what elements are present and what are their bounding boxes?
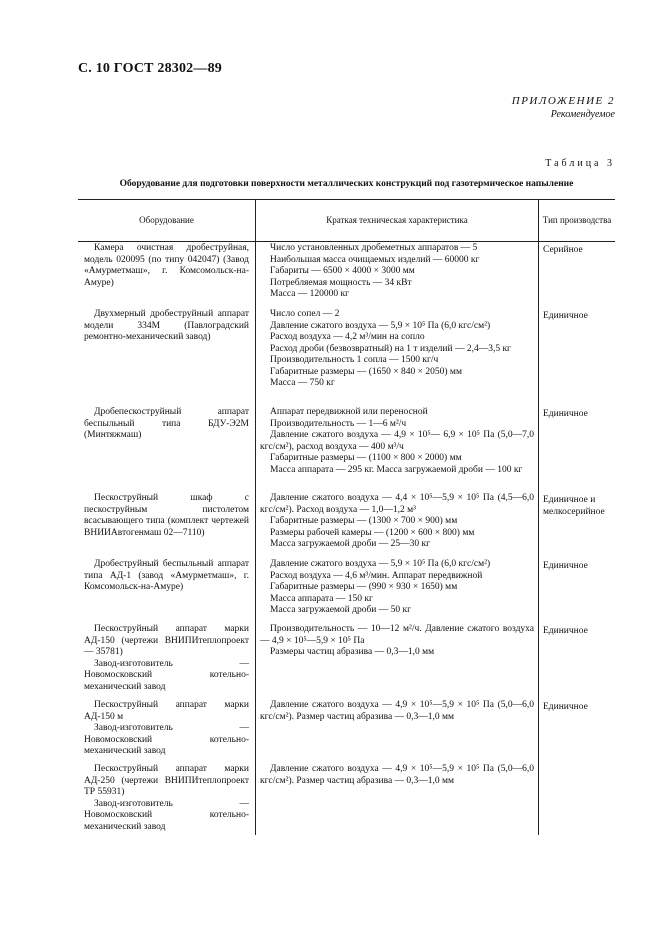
spec-line: Число установленных дробеметных аппаратов — 5 xyxy=(270,243,478,253)
column-header-specs: Краткая техническая характеристика xyxy=(326,214,468,225)
table-row-equipment xyxy=(84,624,249,693)
table-number: Таблица 3 xyxy=(545,158,615,169)
spec-line: Производительность 1 сопла — 1500 кг/ч xyxy=(270,355,439,365)
table-row-specs xyxy=(260,493,534,551)
spec-line: Давление сжатого воздуха — 4,9 × 10⁵—5,9 × 10⁵ Па (5,0—6,0 кгс/см²). Размер частиц абразива — 0,3—1,0 мм xyxy=(260,700,534,722)
production-type: Единичное xyxy=(543,409,588,419)
table-row-specs xyxy=(260,764,534,787)
production-type: Единичное xyxy=(543,311,588,321)
spec-line: Размеры рабочей камеры — (1200 × 600 × 800) мм xyxy=(270,527,475,538)
production-type: Единичное xyxy=(543,702,588,712)
spec-line: Производительность — 10—12 м²/ч. Давление сжатого воздуха — 4,9 × 10⁵—5,9 × 10⁵ Па xyxy=(260,624,534,646)
table-row-specs xyxy=(260,624,534,659)
table-row-specs xyxy=(260,309,534,390)
spec-line: Габаритные размеры — (990 × 930 × 1650) мм xyxy=(270,582,458,592)
spec-line: Размеры частиц абразива — 0,3—1,0 мм xyxy=(270,647,435,657)
table-row-specs xyxy=(260,700,534,723)
production-type: Единичное xyxy=(543,626,588,636)
spec-line: Давление сжатого воздуха — 4,9 × 10⁵—5,9 × 10⁵ Па (5,0—6,0 кгс/см²). Размер частиц абразива — 0,3—1,0 мм xyxy=(260,764,534,786)
column-header-equipment: Оборудование xyxy=(139,214,194,225)
column-divider xyxy=(255,199,256,835)
table-row-equipment xyxy=(84,700,249,758)
spec-line: Наибольшая масса очищаемых изделий — 60000 кг xyxy=(270,254,480,265)
production-type: Серийное xyxy=(543,245,583,255)
equipment-text: Дробеструйный беспыльный аппарат типа АД-1 (завод «Амурметмаш», г. Комсомольск-на-Амуре) xyxy=(84,559,249,592)
spec-line: Давление сжатого воздуха — 4,9 × 10⁵— 6,9 × 10⁵ Па (5,0—7,0 кгс/см²), расход воздуха — 400 м³/ч xyxy=(260,430,534,452)
equipment-text: Завод-изготовитель — Новомосковский котельно-механический завод xyxy=(84,658,249,692)
spec-line: Габаритные размеры — (1100 × 800 × 2000) мм xyxy=(270,453,462,463)
spec-line: Габаритные размеры — (1300 × 700 × 900) мм xyxy=(270,516,458,526)
equipment-text: Пескоструйный аппарат марки АД-150 м xyxy=(84,700,249,722)
equipment-text: Двухмерный дробеструйный аппарат модели 334М (Павлоградский ремонтно-механический завод) xyxy=(84,309,249,342)
equipment-text: Пескоструйный шкаф с пескоструйным пистолетом всасывающего типа (комплект чертежей ВНИИАвтогенмаш 02—7110) xyxy=(84,493,249,538)
equipment-text: Дробепескоструйный аппарат беспыльный типа БДУ-Э2М (Минтяжмаш) xyxy=(84,407,249,440)
appendix-label: ПРИЛОЖЕНИЕ 2 xyxy=(511,95,615,107)
table-row-equipment xyxy=(84,309,249,344)
table-header-rule xyxy=(78,241,615,242)
table-title: Оборудование для подготовки поверхности металлических конструкций под газотермическое напыление xyxy=(119,179,574,189)
spec-line: Давление сжатого воздуха — 5,9 × 10⁵ Па (6,0 кгс/см²) xyxy=(270,320,491,331)
equipment-text: Завод-изготовитель — Новомосковский котельно-механический завод xyxy=(84,798,249,832)
appendix-status: Рекомендуемое xyxy=(550,109,615,120)
spec-line: Расход воздуха — 4,2 м³/мин на сопло xyxy=(270,332,425,342)
column-header-type: Тип производства xyxy=(542,214,612,225)
spec-line: Расход дроби (безвозвратный) на 1 т изделий — 2,4—3,5 кг xyxy=(270,343,511,354)
equipment-text: Пескоструйный аппарат марки АД-250 (чертежи ВНИПИтеплопроект ТР 55931) xyxy=(84,764,249,797)
spec-line: Масса аппарата — 295 кг. Масса загружаемой дроби — 100 кг xyxy=(270,464,523,475)
table-row-equipment xyxy=(84,407,249,442)
equipment-text: Завод-изготовитель — Новомосковский котельно-механический завод xyxy=(84,723,249,756)
spec-line: Масса аппарата — 150 кг xyxy=(270,593,373,604)
spec-line: Габариты — 6500 × 4000 × 3000 мм xyxy=(270,266,415,276)
production-type: Единичное и мелкосерийное xyxy=(543,495,605,517)
table-row-equipment xyxy=(84,559,249,594)
table-row-specs xyxy=(260,243,534,301)
table-row-equipment xyxy=(84,764,249,833)
spec-line: Габаритные размеры — (1650 × 840 × 2050) мм xyxy=(270,366,462,377)
spec-line: Давление сжатого воздуха — 5,9 × 10⁵ Па (6,0 кгс/см²) xyxy=(270,559,491,569)
spec-line: Масса загружаемой дроби — 25—30 кг xyxy=(270,539,431,549)
equipment-text: Пескоструйный аппарат марки АД-150 (чертежи ВНИПИтеплопроект — 35781) xyxy=(84,624,249,657)
table-row-equipment xyxy=(84,493,249,539)
spec-line: Производительность — 1—6 м²/ч xyxy=(270,418,407,429)
spec-line: Масса загружаемой дроби — 50 кг xyxy=(270,605,412,615)
column-divider xyxy=(538,199,539,835)
table-row-equipment xyxy=(84,243,249,289)
spec-line: Число сопел — 2 xyxy=(270,309,340,319)
spec-line: Аппарат передвижной или переносной xyxy=(270,407,428,417)
table-row-specs xyxy=(260,407,534,476)
spec-line: Потребляемая мощность — 34 кВт xyxy=(270,277,412,288)
spec-line: Расход воздуха — 4,6 м³/мин. Аппарат передвижной xyxy=(270,570,483,581)
equipment-text: Камера очистная дробеструйная, модель 020095 (по типу 042047) (Завод «Амурметмаш», г. Комсомольск-на-Амуре) xyxy=(84,243,249,288)
spec-line: Масса — 120000 кг xyxy=(270,289,350,299)
production-type: Единичное xyxy=(543,561,588,571)
page-header: С. 10 ГОСТ 28302—89 xyxy=(78,61,222,76)
spec-line: Давление сжатого воздуха — 4,4 × 10⁵—5,9 × 10⁵ Па (4,5—6,0 кгс/см²). Расход воздуха — 1,0—1,2 м³ xyxy=(260,493,534,515)
table-row-specs xyxy=(260,559,534,617)
spec-line: Масса — 750 кг xyxy=(270,378,335,388)
